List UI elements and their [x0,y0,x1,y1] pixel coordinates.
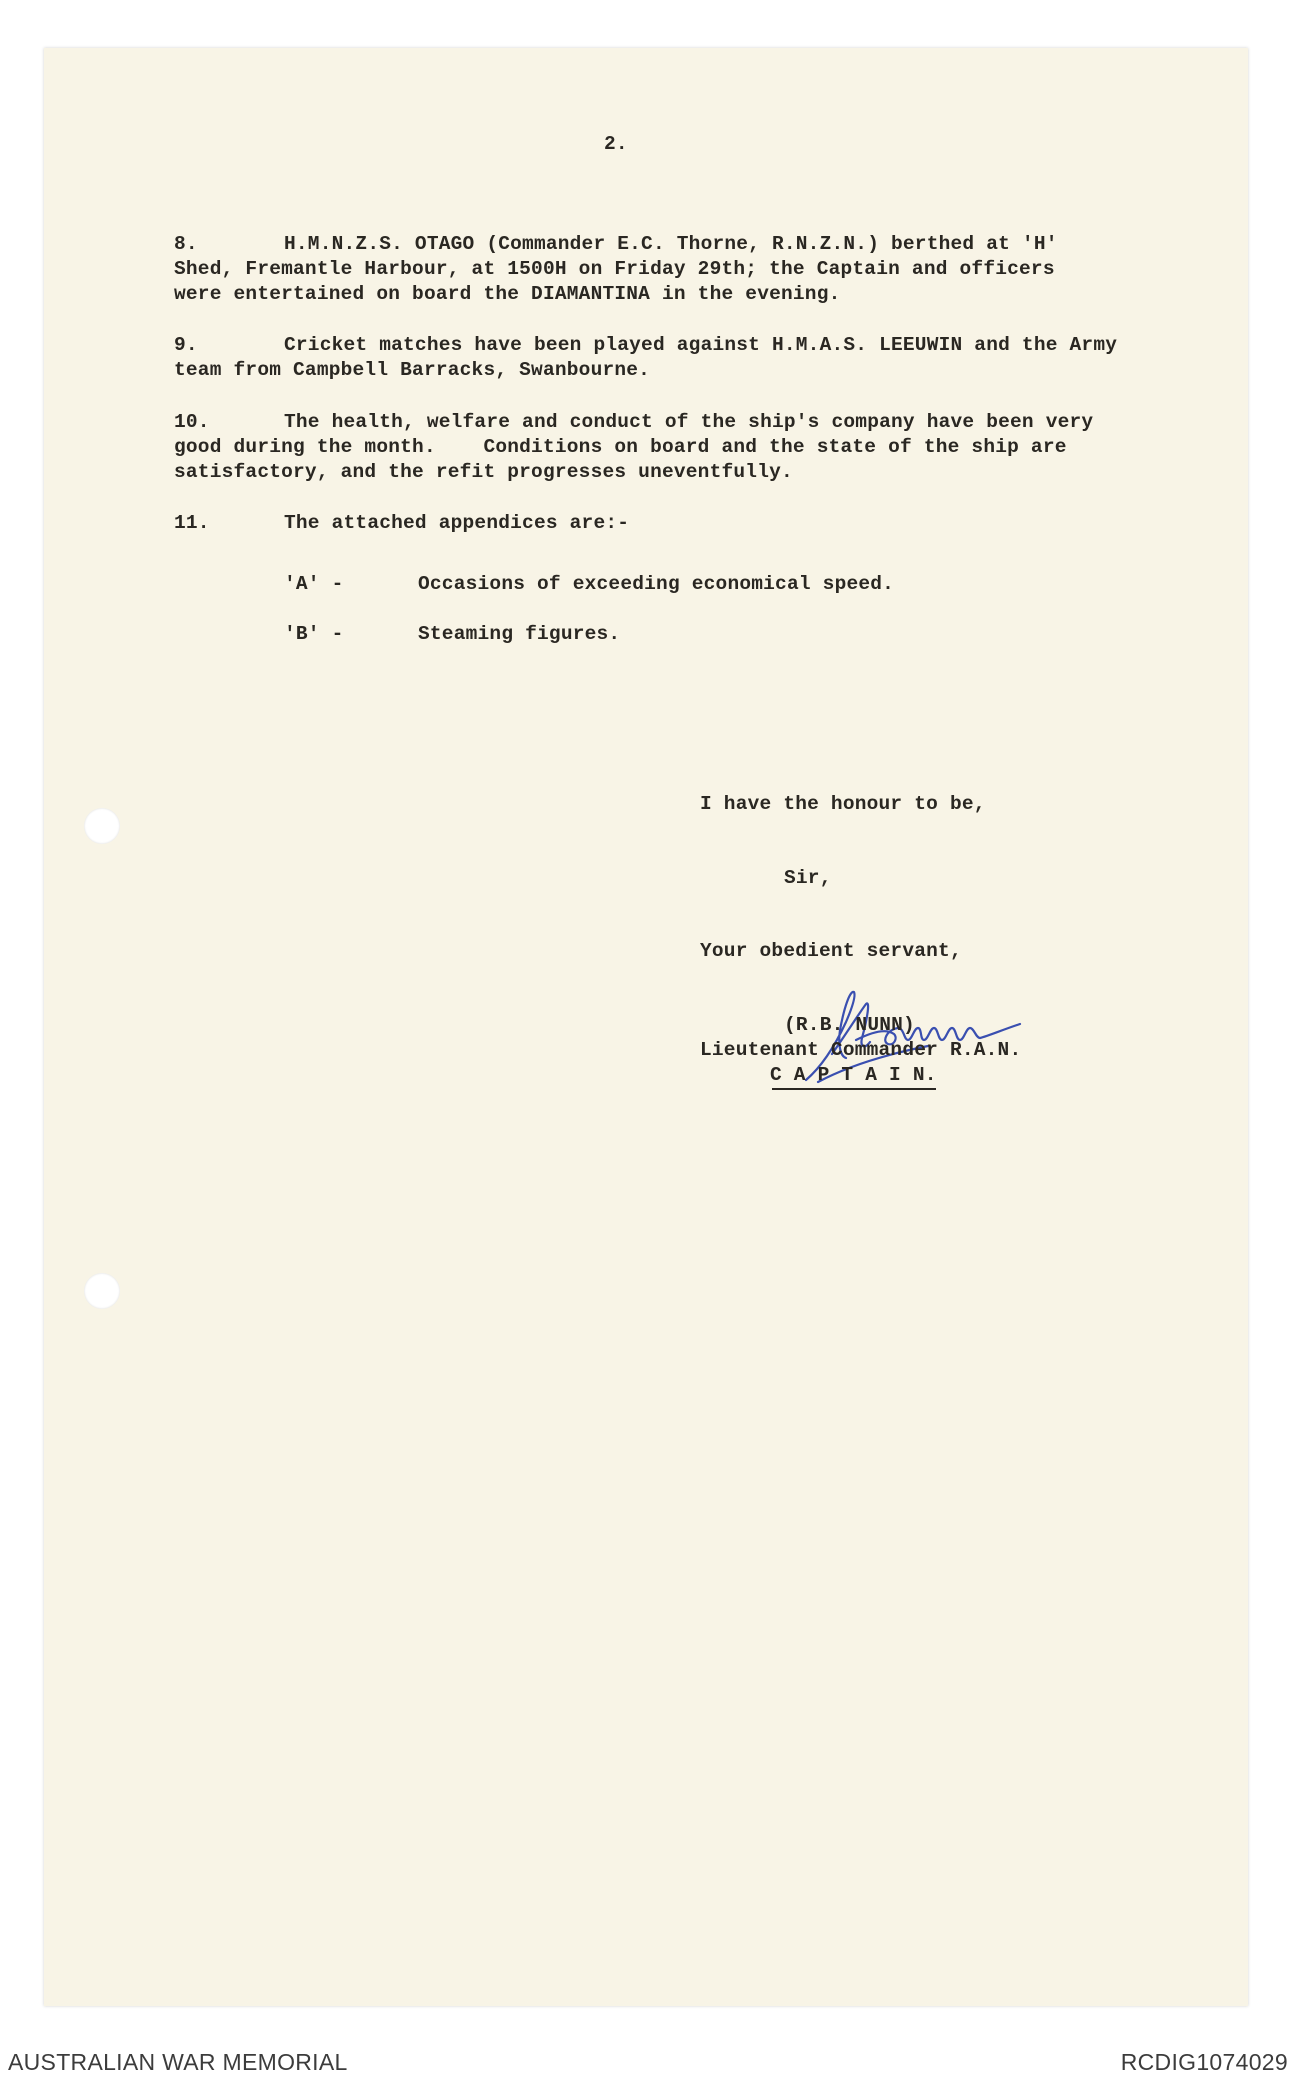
page-number: 2. [604,133,628,155]
signatory-name: (R.B. NUNN) [784,1014,915,1036]
footer-left: AUSTRALIAN WAR MEMORIAL [8,2049,348,2075]
paragraph-8-line-1: H.M.N.Z.S. OTAGO (Commander E.C. Thorne, R.N.Z.N.) berthed at 'H' [284,233,1058,255]
paragraph-8-number: 8. [174,233,198,255]
paragraph-9-line-1: Cricket matches have been played against H.M.A.S. LEEUWIN and the Army [284,334,1118,356]
paragraph-9-number: 9. [174,334,198,356]
appendix-b-label: 'B' - [284,623,344,645]
title-underline [772,1088,936,1090]
appendix-b-description: Steaming figures. [418,623,621,645]
signatory-title: C A P T A I N. [770,1064,937,1086]
document-page [44,48,1248,2006]
paragraph-8-line-2: Shed, Fremantle Harbour, at 1500H on Friday 29th; the Captain and officers [174,258,1055,280]
paragraph-10-line-3: satisfactory, and the refit progresses uneventfully. [174,461,793,483]
appendix-a-description: Occasions of exceeding economical speed. [418,573,895,595]
punch-hole-top [84,808,120,844]
appendix-a-label: 'A' - [284,573,344,595]
paragraph-10-line-2: good during the month. Conditions on board and the state of the ship are [174,436,1067,458]
closing-honour: I have the honour to be, [700,793,986,815]
paragraph-10-line-1: The health, welfare and conduct of the ship's company have been very [284,411,1094,433]
punch-hole-bottom [84,1273,120,1309]
paragraph-9-line-2: team from Campbell Barracks, Swanbourne. [174,359,651,381]
paragraph-11-number: 11. [174,512,210,534]
closing-salutation: Sir, [784,867,832,889]
signatory-rank: Lieutenant Commander R.A.N. [700,1039,1022,1061]
paragraph-8-line-3: were entertained on board the DIAMANTINA in the evening. [174,283,841,305]
paragraph-11-line-1: The attached appendices are:- [284,512,630,534]
paragraph-10-number: 10. [174,411,210,433]
footer-right: RCDIG1074029 [1120,2049,1288,2075]
closing-servant: Your obedient servant, [700,940,962,962]
